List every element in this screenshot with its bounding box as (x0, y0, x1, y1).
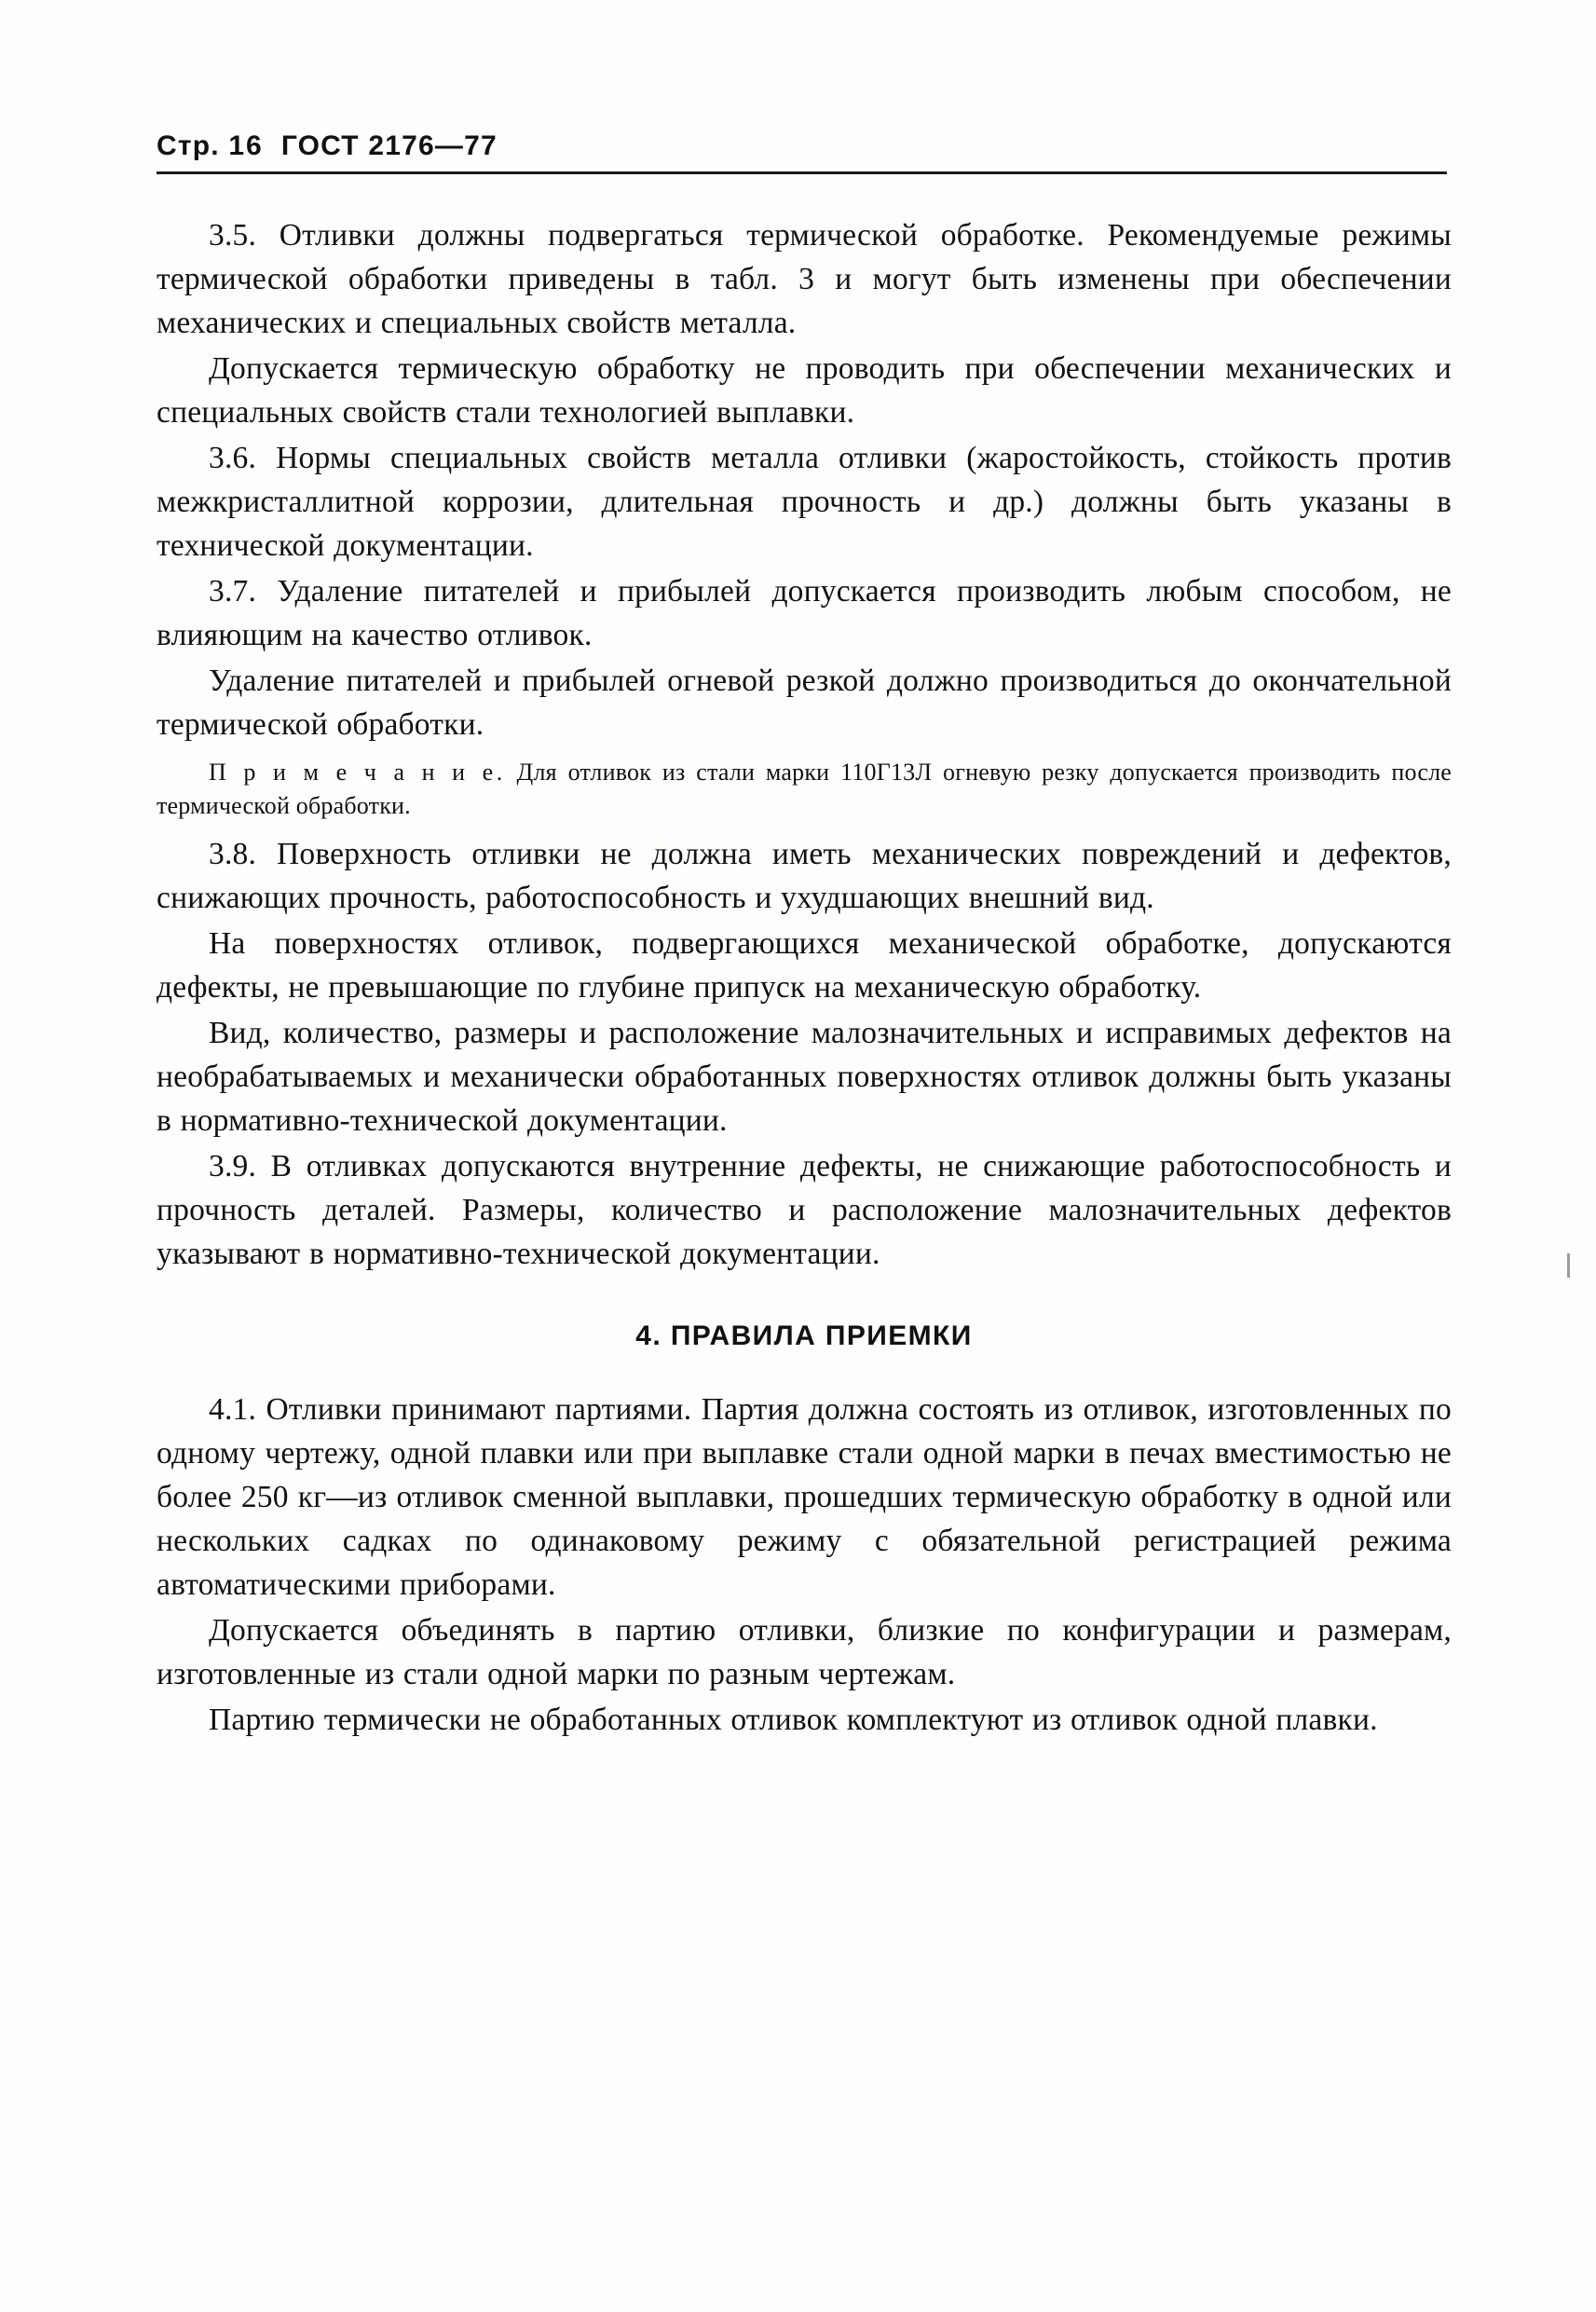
note-text: Для отливок из стали марки 110Г13Л огневую резку допускается производить после термической обработки. (157, 759, 1453, 819)
page-content (157, 130, 1452, 1744)
paragraph-3-9: 3.9. В отливках допускаются внутренние дефекты, не снижающие работоспособность и прочность деталей. Размеры, количество и расположение малозначительных дефектов указывают в нормативно-технической документации. (157, 1149, 1452, 1271)
paragraph-3-7-cont: Удаление питателей и прибылей огневой резкой должно производиться до окончательной термической обработки. (157, 664, 1452, 742)
paragraph-4-1-cont-2: Партию термически не обработанных отливок комплектуют из отливок одной плавки. (209, 1703, 1378, 1737)
paragraph-3-8: 3.8. Поверхность отливки не должна иметь механических повреждений и дефектов, снижающих прочность, работоспособность и ухудшающих внешний вид. (157, 837, 1452, 915)
header-page-label: Стр. (157, 130, 220, 161)
header-standard-number: ГОСТ 2176—77 (280, 130, 498, 161)
paragraph-4-1-cont: Допускается объединять в партию отливки, близкие по конфигурации и размерам, изготовленные из стали одной марки по разным чертежам. (157, 1613, 1452, 1691)
paragraph-3-6: 3.6. Нормы специальных свойств металла отливки (жаростойкость, стойкость против межкристаллитной коррозии, длительная прочность и др.) должны быть указаны в технической документации. (157, 441, 1452, 563)
paragraph-4-1: 4.1. Отливки принимают партиями. Партия должна состоять из отливок, изготовленных по одному чертежу, одной плавки или при выплавке стали одной марки в печах вместимостью не более 250 кг—из отливок сменной выплавки, прошедших термическую обработку в одной или нескольких садках по одинаковому режиму с обязательной регистрацией режима автоматическими приборами. (157, 1392, 1452, 1602)
paragraph-3-7: 3.7. Удаление питателей и прибылей допускается производить любым способом, не влияющим на качество отливок. (157, 574, 1452, 652)
paragraph-3-5-cont: Допускается термическую обработку не проводить при обеспечении механических и специальных свойств стали технологией выплавки. (157, 351, 1452, 430)
section-title-4: 4. ПРАВИЛА ПРИЕМКИ (635, 1320, 973, 1351)
paragraph-3-8-cont-2: Вид, количество, размеры и расположение малозначительных и исправимых дефектов на необрабатываемых и механически обработанных поверхностях отливок должны быть указаны в нормативно-технической документации. (157, 1016, 1452, 1138)
paragraph-3-8-cont: На поверхностях отливок, подвергающихся механической обработке, допускаются дефекты, не превышающие по глубине припуск на механическую обработку. (157, 926, 1452, 1005)
margin-tick-mark (1567, 1253, 1570, 1278)
page-header (157, 130, 1452, 162)
header-page-number: 16 (228, 130, 264, 161)
header-divider (157, 171, 1447, 174)
note-block (157, 756, 1452, 823)
paragraph-3-5: 3.5. Отливки должны подвергаться термической обработке. Рекомендуемые режимы термической обработки приведены в табл. 3 и могут быть изменены при обеспечении механических и специальных свойств металла. (157, 218, 1452, 340)
note-label: П р и м е ч а н и е. (209, 759, 506, 786)
